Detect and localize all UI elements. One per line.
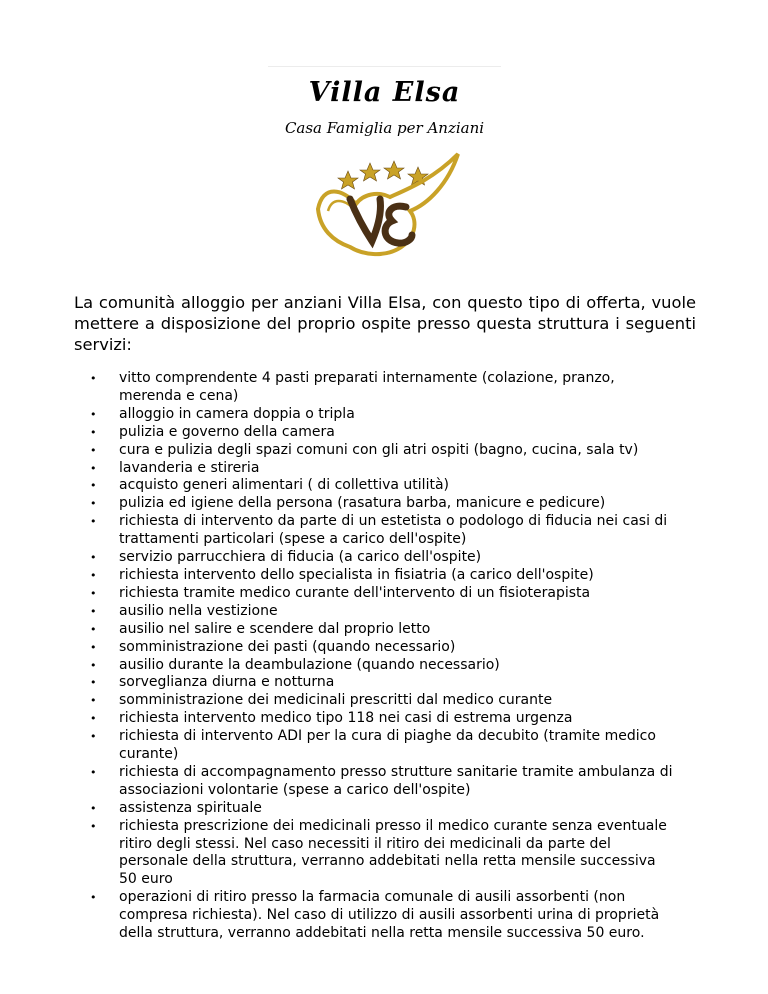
service-item <box>0 639 674 657</box>
bullet-icon: • <box>90 604 97 618</box>
service-item <box>0 549 674 567</box>
service-text: richiesta intervento medico tipo 118 nei casi di estrema urgenza <box>119 710 573 727</box>
bullet-icon: • <box>90 730 97 744</box>
service-text: ausilio nel salire e scendere dal proprio letto <box>119 620 431 637</box>
bullet-icon: • <box>90 443 97 457</box>
bullet-icon: • <box>90 622 97 636</box>
service-item <box>0 764 674 800</box>
service-text: richiesta intervento dello specialista in fisiatria (a carico dell'ospite) <box>119 566 594 583</box>
service-item <box>0 889 674 943</box>
service-text: operazioni di ritiro presso la farmacia comunale di ausili assorbenti (non compresa richiesta). Nel caso di utilizzo di ausili assorbenti urina di proprietà della struttura, verranno addebitati nella retta mensile successiva 50 euro. <box>119 889 660 942</box>
service-text: acquisto generi alimentari ( di collettiva utilità) <box>119 477 449 494</box>
service-item <box>0 370 674 406</box>
service-text: richiesta prescrizione dei medicinali presso il medico curante senza eventuale ritiro degli stessi. Nel caso necessiti il ritiro dei medicinali da parte del personale della struttura, verranno addebitati nella retta mensile successiva 50 euro <box>119 817 667 888</box>
service-text: vitto comprendente 4 pasti preparati internamente (colazione, pranzo, merenda e cena) <box>119 370 615 404</box>
bullet-icon: • <box>90 676 97 690</box>
service-text: pulizia e governo della camera <box>119 423 335 440</box>
logo-subtitle: Casa Famiglia per Anziani <box>284 119 485 137</box>
bullet-icon: • <box>90 586 97 600</box>
bullet-icon: • <box>90 407 97 421</box>
service-item <box>0 442 674 460</box>
service-text: richiesta di intervento ADI per la cura di piaghe da decubito (tramite medico curante) <box>119 728 656 763</box>
service-text: assistenza spirituale <box>119 799 262 816</box>
bullet-icon: • <box>90 801 97 815</box>
villa-elsa-logo <box>268 66 501 263</box>
service-text: cura e pulizia degli spazi comuni con gli atri ospiti (bagno, cucina, sala tv) <box>119 441 639 458</box>
service-item <box>0 603 674 621</box>
service-item <box>0 513 674 549</box>
bullet-icon: • <box>90 765 97 779</box>
bullet-icon: • <box>90 551 97 565</box>
service-item <box>0 621 674 639</box>
bullet-icon: • <box>90 819 97 833</box>
bullet-icon: • <box>90 461 97 475</box>
service-text: sorveglianza diurna e notturna <box>119 674 335 691</box>
service-item <box>0 567 674 585</box>
service-text: richiesta di intervento da parte di un estetista o podologo di fiducia nei casi di trattamenti particolari (spese a carico dell'ospite) <box>119 513 668 548</box>
bullet-icon: • <box>90 712 97 726</box>
service-item <box>0 477 674 495</box>
service-text: ausilio nella vestizione <box>119 602 278 619</box>
bullet-icon: • <box>90 515 97 529</box>
service-item <box>0 495 674 513</box>
services-list <box>0 370 674 943</box>
bullet-icon: • <box>90 372 97 385</box>
service-item <box>0 818 674 890</box>
service-item <box>0 657 674 675</box>
bullet-icon: • <box>90 497 97 511</box>
emblem-letter-v <box>350 199 381 241</box>
service-item <box>0 728 674 764</box>
logo-title: Villa Elsa <box>308 77 461 108</box>
service-item <box>0 424 674 442</box>
service-item <box>0 692 674 710</box>
bullet-icon: • <box>90 891 97 905</box>
intro-paragraph: La comunità alloggio per anziani Villa Elsa, con questo tipo di offerta, vuole mettere a disposizione del proprio ospite presso questa struttura i seguenti servizi: <box>74 293 696 354</box>
service-item <box>0 674 674 692</box>
bullet-icon: • <box>90 658 97 672</box>
bullet-icon: • <box>90 479 97 493</box>
service-text: pulizia ed igiene della persona (rasatura barba, manicure e pedicure) <box>119 495 606 512</box>
service-text: alloggio in camera doppia o tripla <box>119 405 355 422</box>
bullet-icon: • <box>90 694 97 708</box>
service-item <box>0 710 674 728</box>
dove-emblem-icon <box>298 149 473 259</box>
service-text: somministrazione dei pasti (quando necessario) <box>119 638 456 655</box>
service-text: richiesta tramite medico curante dell'intervento di un fisioterapista <box>119 584 591 601</box>
bullet-icon: • <box>90 640 97 654</box>
service-text: servizio parrucchiera di fiducia (a carico dell'ospite) <box>119 549 482 566</box>
service-text: lavanderia e stireria <box>119 459 260 476</box>
bullet-icon: • <box>90 568 97 582</box>
service-text: ausilio durante la deambulazione (quando necessario) <box>119 656 500 673</box>
service-text: richiesta di accompagnamento presso strutture sanitarie tramite ambulanza di associazioni volontarie (spese a carico dell'ospite) <box>119 763 673 798</box>
service-item <box>0 800 674 818</box>
service-text: somministrazione dei medicinali prescritti dal medico curante <box>119 692 553 709</box>
service-item <box>0 460 674 478</box>
service-item <box>0 406 674 424</box>
bullet-icon: • <box>90 425 97 439</box>
service-item <box>0 585 674 603</box>
